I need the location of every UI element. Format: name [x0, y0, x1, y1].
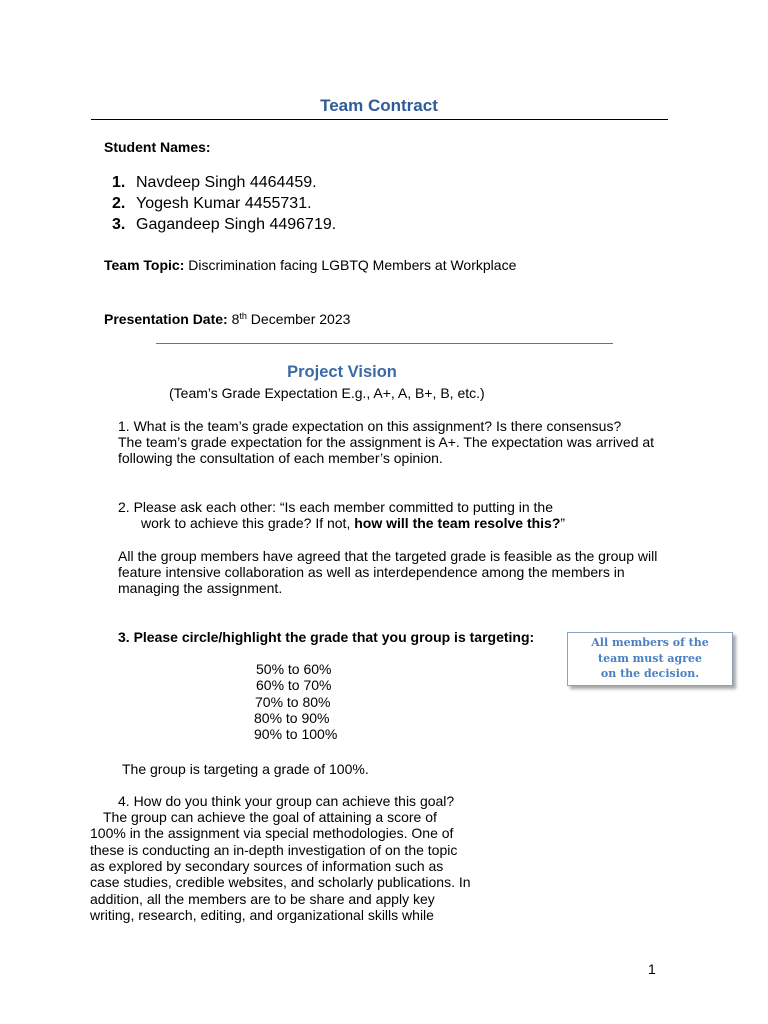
team-topic-label: Team Topic: [104, 257, 185, 273]
presentation-date-rest: December 2023 [250, 311, 351, 327]
answer-2-line: feature intensive collaboration as well as interdependence among the members in [118, 564, 625, 580]
grade-option: 50% to 60% [256, 661, 332, 677]
callout-line: team must agree [597, 651, 703, 665]
answer-2-line: All the group members have agreed that the targeted grade is feasible as the group will [118, 548, 658, 564]
question-2-bold-text: how will the team resolve this? [354, 515, 561, 531]
answer-4-line: writing, research, editing, and organizational skills while [90, 907, 434, 923]
callout-box [567, 632, 733, 686]
callout-line: All members of the [591, 636, 709, 649]
student-names-label: Student Names: [104, 139, 211, 155]
answer-4-line: case studies, credible websites, and scholarly publications. In [90, 874, 471, 890]
question-3: 3. Please circle/highlight the grade that you group is targeting: [118, 629, 535, 645]
grade-option: 90% to 100% [254, 726, 338, 743]
section-divider [156, 343, 613, 344]
list-number: 3. [112, 216, 126, 233]
answer-4-line: addition, all the members are to be share and apply key [90, 891, 435, 907]
answer-4-line: The group can achieve the goal of attaining a score of [103, 809, 437, 825]
question-2-line-1: 2. Please ask each other: “Is each member committed to putting in the [118, 499, 553, 515]
question-2-text: work to achieve this grade? If not, [141, 515, 355, 531]
question-2-line-2 [141, 515, 565, 531]
callout-line: on the decision. [600, 667, 700, 680]
answer-4-line: these is conducting an in-depth investigation of on the topic [90, 842, 458, 858]
student-name: Navdeep Singh 4464459. [136, 174, 317, 191]
list-item [112, 172, 336, 193]
list-item [112, 214, 336, 235]
presentation-date-line [104, 311, 350, 327]
answer-2-line: managing the assignment. [118, 580, 283, 596]
answer-4-line: as explored by secondary sources of information such as [90, 858, 444, 874]
answer-4-line: 100% in the assignment via special methodologies. One of [90, 825, 454, 841]
team-topic-line [104, 257, 516, 273]
grade-options-list [252, 661, 337, 742]
question-1: 1. What is the team’s grade expectation on this assignment? Is there consensus? [118, 418, 622, 434]
answer-1-line: following the consultation of each member’s opinion. [118, 450, 443, 466]
grade-option: 60% to 70% [256, 677, 332, 694]
page-number: 1 [648, 961, 656, 977]
grade-option: 80% to 90% [254, 709, 330, 726]
presentation-date-day: 8 [231, 311, 240, 327]
presentation-date-label: Presentation Date: [104, 311, 228, 327]
answer-3: The group is targeting a grade of 100%. [122, 761, 369, 777]
student-names-list [112, 172, 336, 235]
grade-option: 70% to 80% [255, 693, 331, 710]
question-4: 4. How do you think your group can achieve this goal? [118, 793, 455, 809]
list-number: 1. [112, 174, 126, 191]
document-title: Team Contract [320, 96, 438, 115]
list-item [112, 193, 336, 214]
presentation-date-suffix: th [239, 311, 247, 321]
team-topic-value: Discrimination facing LGBTQ Members at Workplace [188, 257, 517, 273]
title-divider [91, 119, 668, 120]
question-2-closing-quote: ” [560, 515, 566, 531]
list-number: 2. [112, 195, 126, 212]
project-vision-title: Project Vision [287, 363, 397, 381]
student-name: Gagandeep Singh 4496719. [136, 216, 337, 233]
project-vision-subtitle: (Team’s Grade Expectation E.g., A+, A, B+, B, etc.) [169, 385, 485, 401]
answer-1-line: The team’s grade expectation for the assignment is A+. The expectation was arrived at [118, 434, 655, 450]
student-name: Yogesh Kumar 4455731. [136, 195, 312, 212]
